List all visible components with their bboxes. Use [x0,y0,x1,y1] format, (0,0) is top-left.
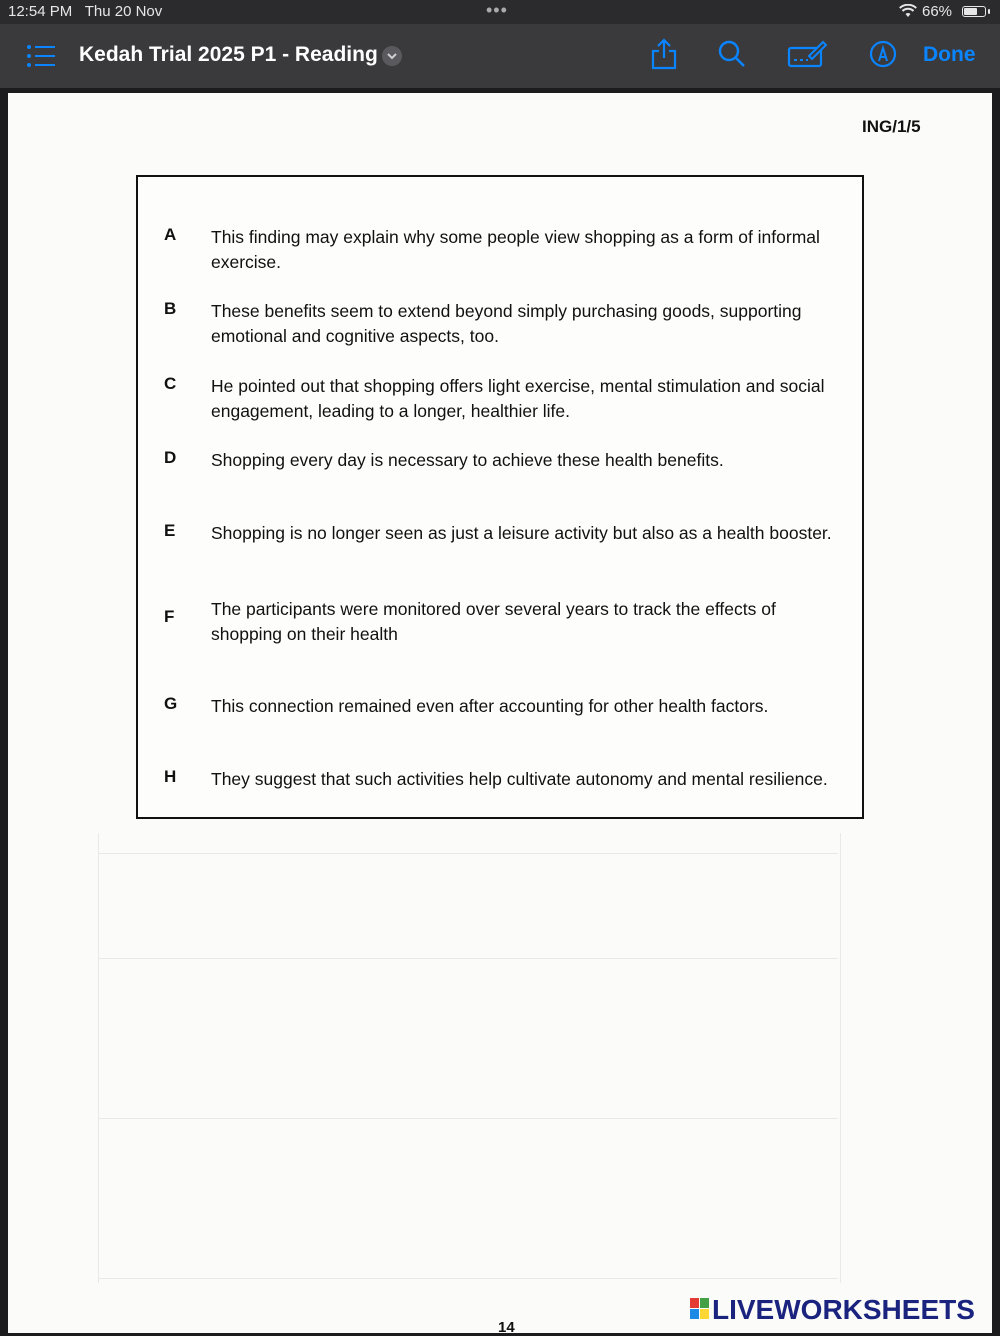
ghost-line [840,833,841,1283]
option-letter: G [164,694,178,713]
share-icon[interactable] [650,38,678,75]
search-icon[interactable] [718,40,746,73]
ghost-line [98,1278,838,1279]
option-text: Shopping is no longer seen as just a leisure activity but also as a health booster. [211,523,832,543]
ghost-line [98,1118,838,1119]
ghost-line [98,853,838,854]
option-letter: F [164,607,175,626]
markup-pen-icon[interactable] [787,40,827,73]
outline-list-icon[interactable] [26,44,56,73]
battery-icon [962,6,986,17]
done-button[interactable]: Done [923,43,976,66]
document-title[interactable]: Kedah Trial 2025 P1 - Reading [79,43,378,66]
document-page [8,93,992,1336]
option-text: This finding may explain why some people view shopping as a form of informal exercise. [211,227,820,272]
watermark-text: LIVEWORKSHEETS [712,1294,975,1325]
options-box [136,175,864,819]
wifi-icon [899,4,917,22]
option-text: Shopping every day is necessary to achieve these health benefits. [211,450,724,470]
status-time: 12:54 PM Thu 20 Nov [8,3,163,20]
ghost-line [98,958,838,959]
option-text: He pointed out that shopping offers light exercise, mental stimulation and social engagement, leading to a longer, healthier life. [211,376,825,421]
option-letter: B [164,299,177,318]
option-letter: C [164,374,177,393]
option-letter: D [164,448,177,467]
option-letter: A [164,225,177,244]
liveworksheets-logo-icon [690,1298,710,1320]
status-bar [0,0,1000,24]
ghost-line [98,833,99,1283]
chevron-down-icon[interactable] [382,46,402,66]
option-text: The participants were monitored over several years to track the effects of shopping on their health [211,599,776,644]
document-toolbar [0,24,1000,88]
markup-icon[interactable] [869,40,897,73]
paper-code: ING/1/5 [862,117,921,136]
page-number: 14 [498,1319,515,1336]
option-text: They suggest that such activities help cultivate autonomy and mental resilience. [211,769,828,789]
option-text: These benefits seem to extend beyond simply purchasing goods, supporting emotional and cognitive aspects, too. [211,301,802,346]
option-letter: E [164,521,176,540]
multitasking-dots-icon[interactable]: ••• [486,0,508,20]
option-letter: H [164,767,177,786]
battery-percentage: 66% [922,3,953,20]
option-text: This connection remained even after accounting for other health factors. [211,696,769,716]
status-date: Thu 20 Nov [84,3,163,20]
